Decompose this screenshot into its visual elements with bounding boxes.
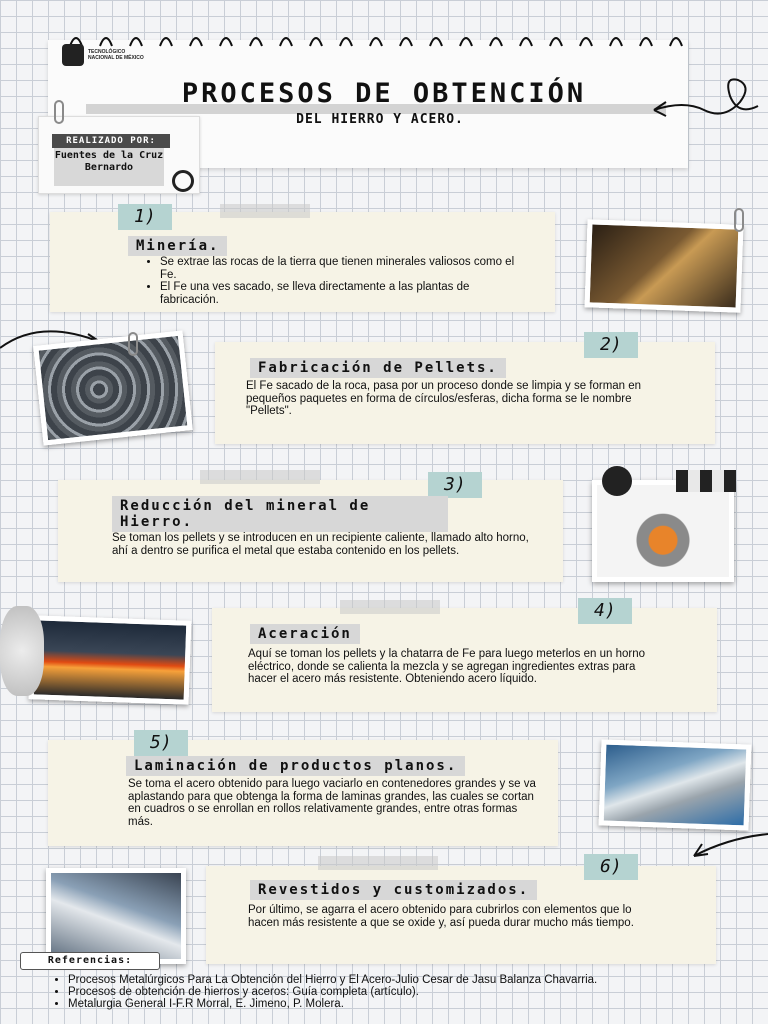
crumpled-paper-icon (0, 606, 44, 696)
author-name: Fuentes de la Cruz Bernardo (54, 150, 164, 173)
page-title: PROCESOS DE OBTENCIÓN (181, 78, 587, 109)
tape (318, 856, 438, 870)
tecnm-emblem-icon (62, 44, 84, 66)
page-subtitle: DEL HIERRO Y ACERO. (296, 112, 464, 127)
reference-item: • Procesos de obtención de hierros y aceros: Guía completa (artículo). (68, 986, 734, 998)
references-label: Referencias: (20, 952, 160, 970)
rolling-mill-photo (599, 739, 752, 830)
reference-item: • Metalurgia General I-F.R Morral, E. Jimeno, P. Molera. (68, 998, 734, 1010)
step-1-number: 1) (118, 204, 172, 230)
step-1-body (140, 256, 520, 306)
tape (200, 470, 320, 484)
step-5-number: 5) (134, 730, 188, 756)
step-4-heading: Aceración (250, 624, 360, 644)
reference-item: • Procesos Metalúrgicos Para La Obtención del Hierro y El Acero-Julio Cesar de Jasu Balanza Chavarria. (68, 974, 734, 986)
step-2-heading: Fabricación de Pellets. (250, 358, 506, 378)
paperclip-icon (128, 332, 138, 356)
step-4-body: Aquí se toman los pellets y la chatarra de Fe para luego meterlos en un horno eléctrico, donde se calienta la mezcla y se agregan ingredientes extras para hacer el acero más resistente. Obteniendo acero líquido. (248, 648, 645, 685)
step-6-heading: Revestidos y customizados. (250, 880, 537, 900)
tecnm-logo (62, 42, 202, 68)
mining-photo (585, 219, 744, 312)
step-2-number: 2) (584, 332, 638, 358)
step-1-heading: Minería. (128, 236, 227, 256)
step-5-body: Se toma el acero obtenido para luego vaciarlo en contenedores grandes y se va aplastando para que obtenga la forma de laminas grandes, las cuales se cortan en cuadros o se enrollan en rollos relativamente grandes, entre otras formas más. (128, 778, 536, 828)
tape (220, 204, 310, 218)
step-3-body: Se toman los pellets y se introducen en un recipiente caliente, llamado alto horno, ahí a dentro se purifica el metal que estaba contenido en los pellets. (112, 532, 529, 557)
puzzle-icon (676, 470, 736, 492)
coated-steel-photo (46, 868, 186, 964)
institution-name: TECNOLÓGICO NACIONAL DE MÉXICO (88, 49, 144, 61)
button-icon (602, 466, 632, 496)
step-5-heading: Laminación de productos planos. (126, 756, 465, 776)
it-emblem-icon (172, 170, 194, 192)
steelmaking-photo (29, 615, 192, 705)
step-3-number: 3) (428, 472, 482, 498)
it-logo (168, 170, 208, 196)
made-by-label: REALIZADO POR: (52, 134, 170, 148)
tape (340, 600, 440, 614)
arrow-icon (688, 826, 768, 862)
step-6-body: Por último, se agarra el acero obtenido para cubrirlos con elementos que lo hacen más resistente a que se oxide y, así pueda durar mucho más tiempo. (248, 904, 634, 929)
step-3-heading: Reducción del mineral de Hierro. (112, 496, 448, 532)
step-1-bullet: • Se extrae las rocas de la tierra que tienen minerales valiosos como el Fe. (160, 256, 520, 281)
step-6-number: 6) (584, 854, 638, 880)
curly-arrow-icon (650, 70, 760, 130)
step-2-body: El Fe sacado de la roca, pasa por un proceso donde se limpia y se forman en pequeños paquetes en forma de círculos/esferas, dicha forma se le nombre "Pellets". (246, 380, 642, 417)
paperclip-icon (54, 100, 64, 124)
paperclip-icon (734, 208, 744, 232)
pellets-photo (33, 330, 193, 445)
references-list (44, 974, 734, 1010)
step-4-number: 4) (578, 598, 632, 624)
step-1-bullet: • El Fe una ves sacado, se lleva directamente a las plantas de fabricación. (160, 281, 520, 306)
